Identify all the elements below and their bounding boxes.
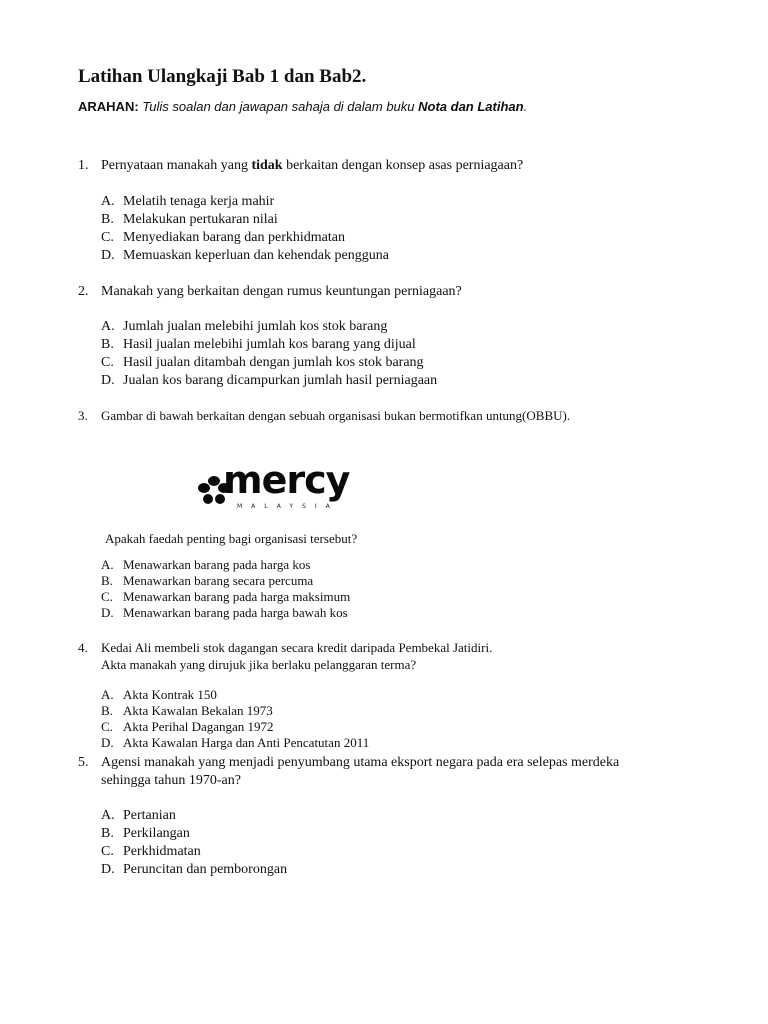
option-text: Hasil jualan melebihi jumlah kos barang yang dijual bbox=[123, 337, 416, 352]
option-text: Akta Kawalan Harga dan Anti Pencatutan 2011 bbox=[123, 735, 370, 750]
option-letter: A. bbox=[101, 319, 115, 334]
option-text: Perkilangan bbox=[123, 826, 190, 841]
option-text: Hasil jualan ditambah dengan jumlah kos stok barang bbox=[123, 355, 424, 370]
option-letter: B. bbox=[101, 703, 113, 718]
option-c bbox=[101, 229, 389, 247]
option-b bbox=[101, 703, 369, 719]
question-number: 5. bbox=[78, 755, 89, 770]
option-letter: D. bbox=[101, 862, 115, 877]
option-a bbox=[101, 557, 350, 573]
instruction-emphasis: Nota dan Latihan bbox=[418, 99, 524, 114]
option-text: Menawarkan barang pada harga bawah kos bbox=[123, 605, 348, 620]
option-letter: A. bbox=[101, 687, 114, 702]
option-d bbox=[101, 735, 369, 751]
option-letter: C. bbox=[101, 230, 114, 245]
option-text: Akta Perihal Dagangan 1972 bbox=[123, 719, 274, 734]
option-c bbox=[101, 843, 287, 861]
question-number: 4. bbox=[78, 640, 88, 655]
option-b bbox=[101, 211, 389, 229]
option-text: Jumlah jualan melebihi jumlah kos stok barang bbox=[123, 319, 388, 334]
option-d bbox=[101, 861, 287, 879]
question-4-options bbox=[101, 687, 369, 751]
question-2 bbox=[78, 283, 462, 301]
logo-subtitle: MALAYSIA bbox=[237, 503, 339, 510]
instruction-label: ARAHAN: bbox=[78, 99, 139, 114]
option-text: Akta Kontrak 150 bbox=[123, 687, 217, 702]
option-b bbox=[101, 336, 437, 354]
question-1 bbox=[78, 157, 523, 175]
option-letter: D. bbox=[101, 735, 114, 750]
option-letter: A. bbox=[101, 557, 114, 572]
question-5-options bbox=[101, 807, 287, 879]
option-text: Jualan kos barang dicampurkan jumlah hasil perniagaan bbox=[123, 373, 438, 388]
option-text: Menyediakan barang dan perkhidmatan bbox=[123, 230, 345, 245]
option-text: Melakukan pertukaran nilai bbox=[123, 212, 278, 227]
option-d bbox=[101, 247, 389, 265]
option-letter: B. bbox=[101, 826, 114, 841]
question-4 bbox=[78, 639, 492, 673]
question-text bbox=[101, 157, 523, 175]
option-a bbox=[101, 318, 437, 336]
question-number: 2. bbox=[78, 284, 89, 299]
question-number: 1. bbox=[78, 158, 89, 173]
option-text: Menawarkan barang secara percuma bbox=[123, 573, 314, 588]
option-letter: C. bbox=[101, 844, 114, 859]
option-letter: C. bbox=[101, 589, 113, 604]
question-text-bold: tidak bbox=[251, 158, 283, 173]
option-c bbox=[101, 589, 350, 605]
instruction-end: . bbox=[523, 99, 528, 114]
mercy-logo bbox=[193, 458, 350, 514]
question-text: Manakah yang berkaitan dengan rumus keuntungan perniagaan? bbox=[101, 284, 462, 299]
option-text: Akta Kawalan Bekalan 1973 bbox=[123, 703, 273, 718]
question-text-line-1: Agensi manakah yang menjadi penyumbang utama eksport negara pada era selepas merdeka bbox=[101, 755, 620, 770]
option-c bbox=[101, 354, 437, 372]
sub-question: Apakah faedah penting bagi organisasi tersebut? bbox=[105, 531, 358, 546]
option-a bbox=[101, 687, 369, 703]
option-letter: A. bbox=[101, 194, 115, 209]
option-letter: B. bbox=[101, 212, 114, 227]
question-number: 3. bbox=[78, 408, 88, 423]
option-letter: B. bbox=[101, 337, 114, 352]
option-d bbox=[101, 605, 350, 621]
option-d bbox=[101, 372, 437, 390]
option-letter: D. bbox=[101, 605, 114, 620]
option-text: Menawarkan barang pada harga kos bbox=[123, 557, 311, 572]
option-text: Melatih tenaga kerja mahir bbox=[123, 194, 275, 209]
option-letter: D. bbox=[101, 373, 115, 388]
logo-wordmark: mercy bbox=[223, 458, 350, 502]
question-text-line-2: Akta manakah yang dirujuk jika berlaku pelanggaran terma? bbox=[101, 657, 417, 672]
question-3 bbox=[78, 407, 570, 425]
option-text: Pertanian bbox=[123, 808, 176, 823]
question-text: Gambar di bawah berkaitan dengan sebuah organisasi bukan bermotifkan untung(OBBU). bbox=[101, 408, 571, 423]
question-2-options bbox=[101, 318, 437, 390]
option-text: Peruncitan dan pemborongan bbox=[123, 862, 288, 877]
option-text: Memuaskan keperluan dan kehendak pengguna bbox=[123, 248, 389, 263]
question-text-line-1: Kedai Ali membeli stok dagangan secara kredit daripada Pembekal Jatidiri. bbox=[101, 640, 493, 655]
question-text-pre: Pernyataan manakah yang bbox=[101, 158, 248, 173]
option-letter: D. bbox=[101, 248, 115, 263]
question-1-options bbox=[101, 193, 389, 265]
option-a bbox=[101, 193, 389, 211]
page-title: Latihan Ulangkaji Bab 1 dan Bab2. bbox=[78, 66, 367, 87]
instruction-text: Tulis soalan dan jawapan sahaja di dalam buku bbox=[142, 99, 415, 114]
option-letter: A. bbox=[101, 808, 115, 823]
option-letter: B. bbox=[101, 573, 113, 588]
option-letter: C. bbox=[101, 355, 114, 370]
option-b bbox=[101, 573, 350, 589]
option-c bbox=[101, 719, 369, 735]
question-3-options bbox=[101, 557, 350, 621]
option-letter: C. bbox=[101, 719, 113, 734]
option-a bbox=[101, 807, 287, 825]
option-text: Perkhidmatan bbox=[123, 844, 201, 859]
option-text: Menawarkan barang pada harga maksimum bbox=[123, 589, 351, 604]
question-text-post: berkaitan dengan konsep asas perniagaan? bbox=[286, 158, 524, 173]
option-b bbox=[101, 825, 287, 843]
instruction-line bbox=[78, 99, 527, 114]
question-5 bbox=[78, 754, 619, 790]
question-text-line-2: sehingga tahun 1970-an? bbox=[101, 773, 241, 788]
